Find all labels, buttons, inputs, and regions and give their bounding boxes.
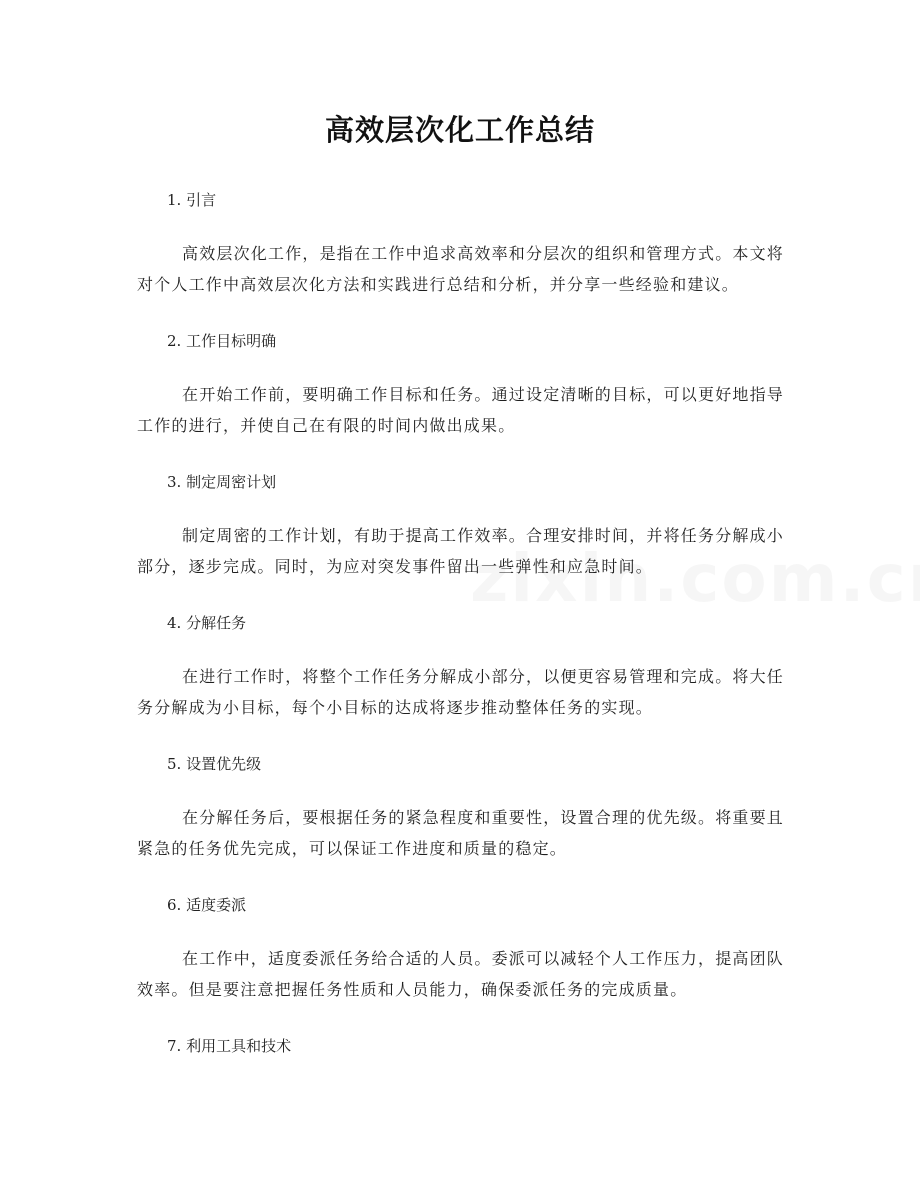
section-heading: 4. 分解任务	[167, 614, 247, 632]
document-body	[137, 186, 784, 1084]
section-heading: 6. 适度委派	[167, 896, 247, 914]
section-intro	[137, 186, 784, 300]
section-heading: 1. 引言	[167, 191, 217, 209]
section-paragraph: 在分解任务后，要根据任务的紧急程度和重要性，设置合理的优先级。将重要且紧急的任务优先完成，可以保证工作进度和质量的稳定。	[137, 808, 785, 858]
section-paragraph: 在进行工作时，将整个工作任务分解成小部分，以便更容易管理和完成。将大任务分解成为小目标，每个小目标的达成将逐步推动整体任务的实现。	[137, 667, 785, 717]
section-goals	[137, 327, 784, 441]
section-heading: 7. 利用工具和技术	[167, 1037, 292, 1055]
section-tools	[137, 1032, 784, 1060]
section-plan	[137, 468, 784, 582]
section-paragraph: 高效层次化工作，是指在工作中追求高效率和分层次的组织和管理方式。本文将对个人工作中高效层次化方法和实践进行总结和分析，并分享一些经验和建议。	[137, 244, 785, 294]
section-paragraph: 在开始工作前，要明确工作目标和任务。通过设定清晰的目标，可以更好地指导工作的进行，并使自己在有限的时间内做出成果。	[137, 385, 785, 435]
section-paragraph: 制定周密的工作计划，有助于提高工作效率。合理安排时间，并将任务分解成小部分，逐步完成。同时，为应对突发事件留出一些弹性和应急时间。	[137, 526, 785, 576]
section-paragraph: 在工作中，适度委派任务给合适的人员。委派可以减轻个人工作压力，提高团队效率。但是要注意把握任务性质和人员能力，确保委派任务的完成质量。	[137, 949, 785, 999]
page-title: 高效层次化工作总结	[324, 113, 595, 147]
section-heading: 5. 设置优先级	[167, 755, 262, 773]
section-delegate	[137, 891, 784, 1005]
section-heading: 3. 制定周密计划	[167, 473, 277, 491]
section-heading: 2. 工作目标明确	[167, 332, 277, 350]
section-decompose	[137, 609, 784, 723]
section-priority	[137, 750, 784, 864]
